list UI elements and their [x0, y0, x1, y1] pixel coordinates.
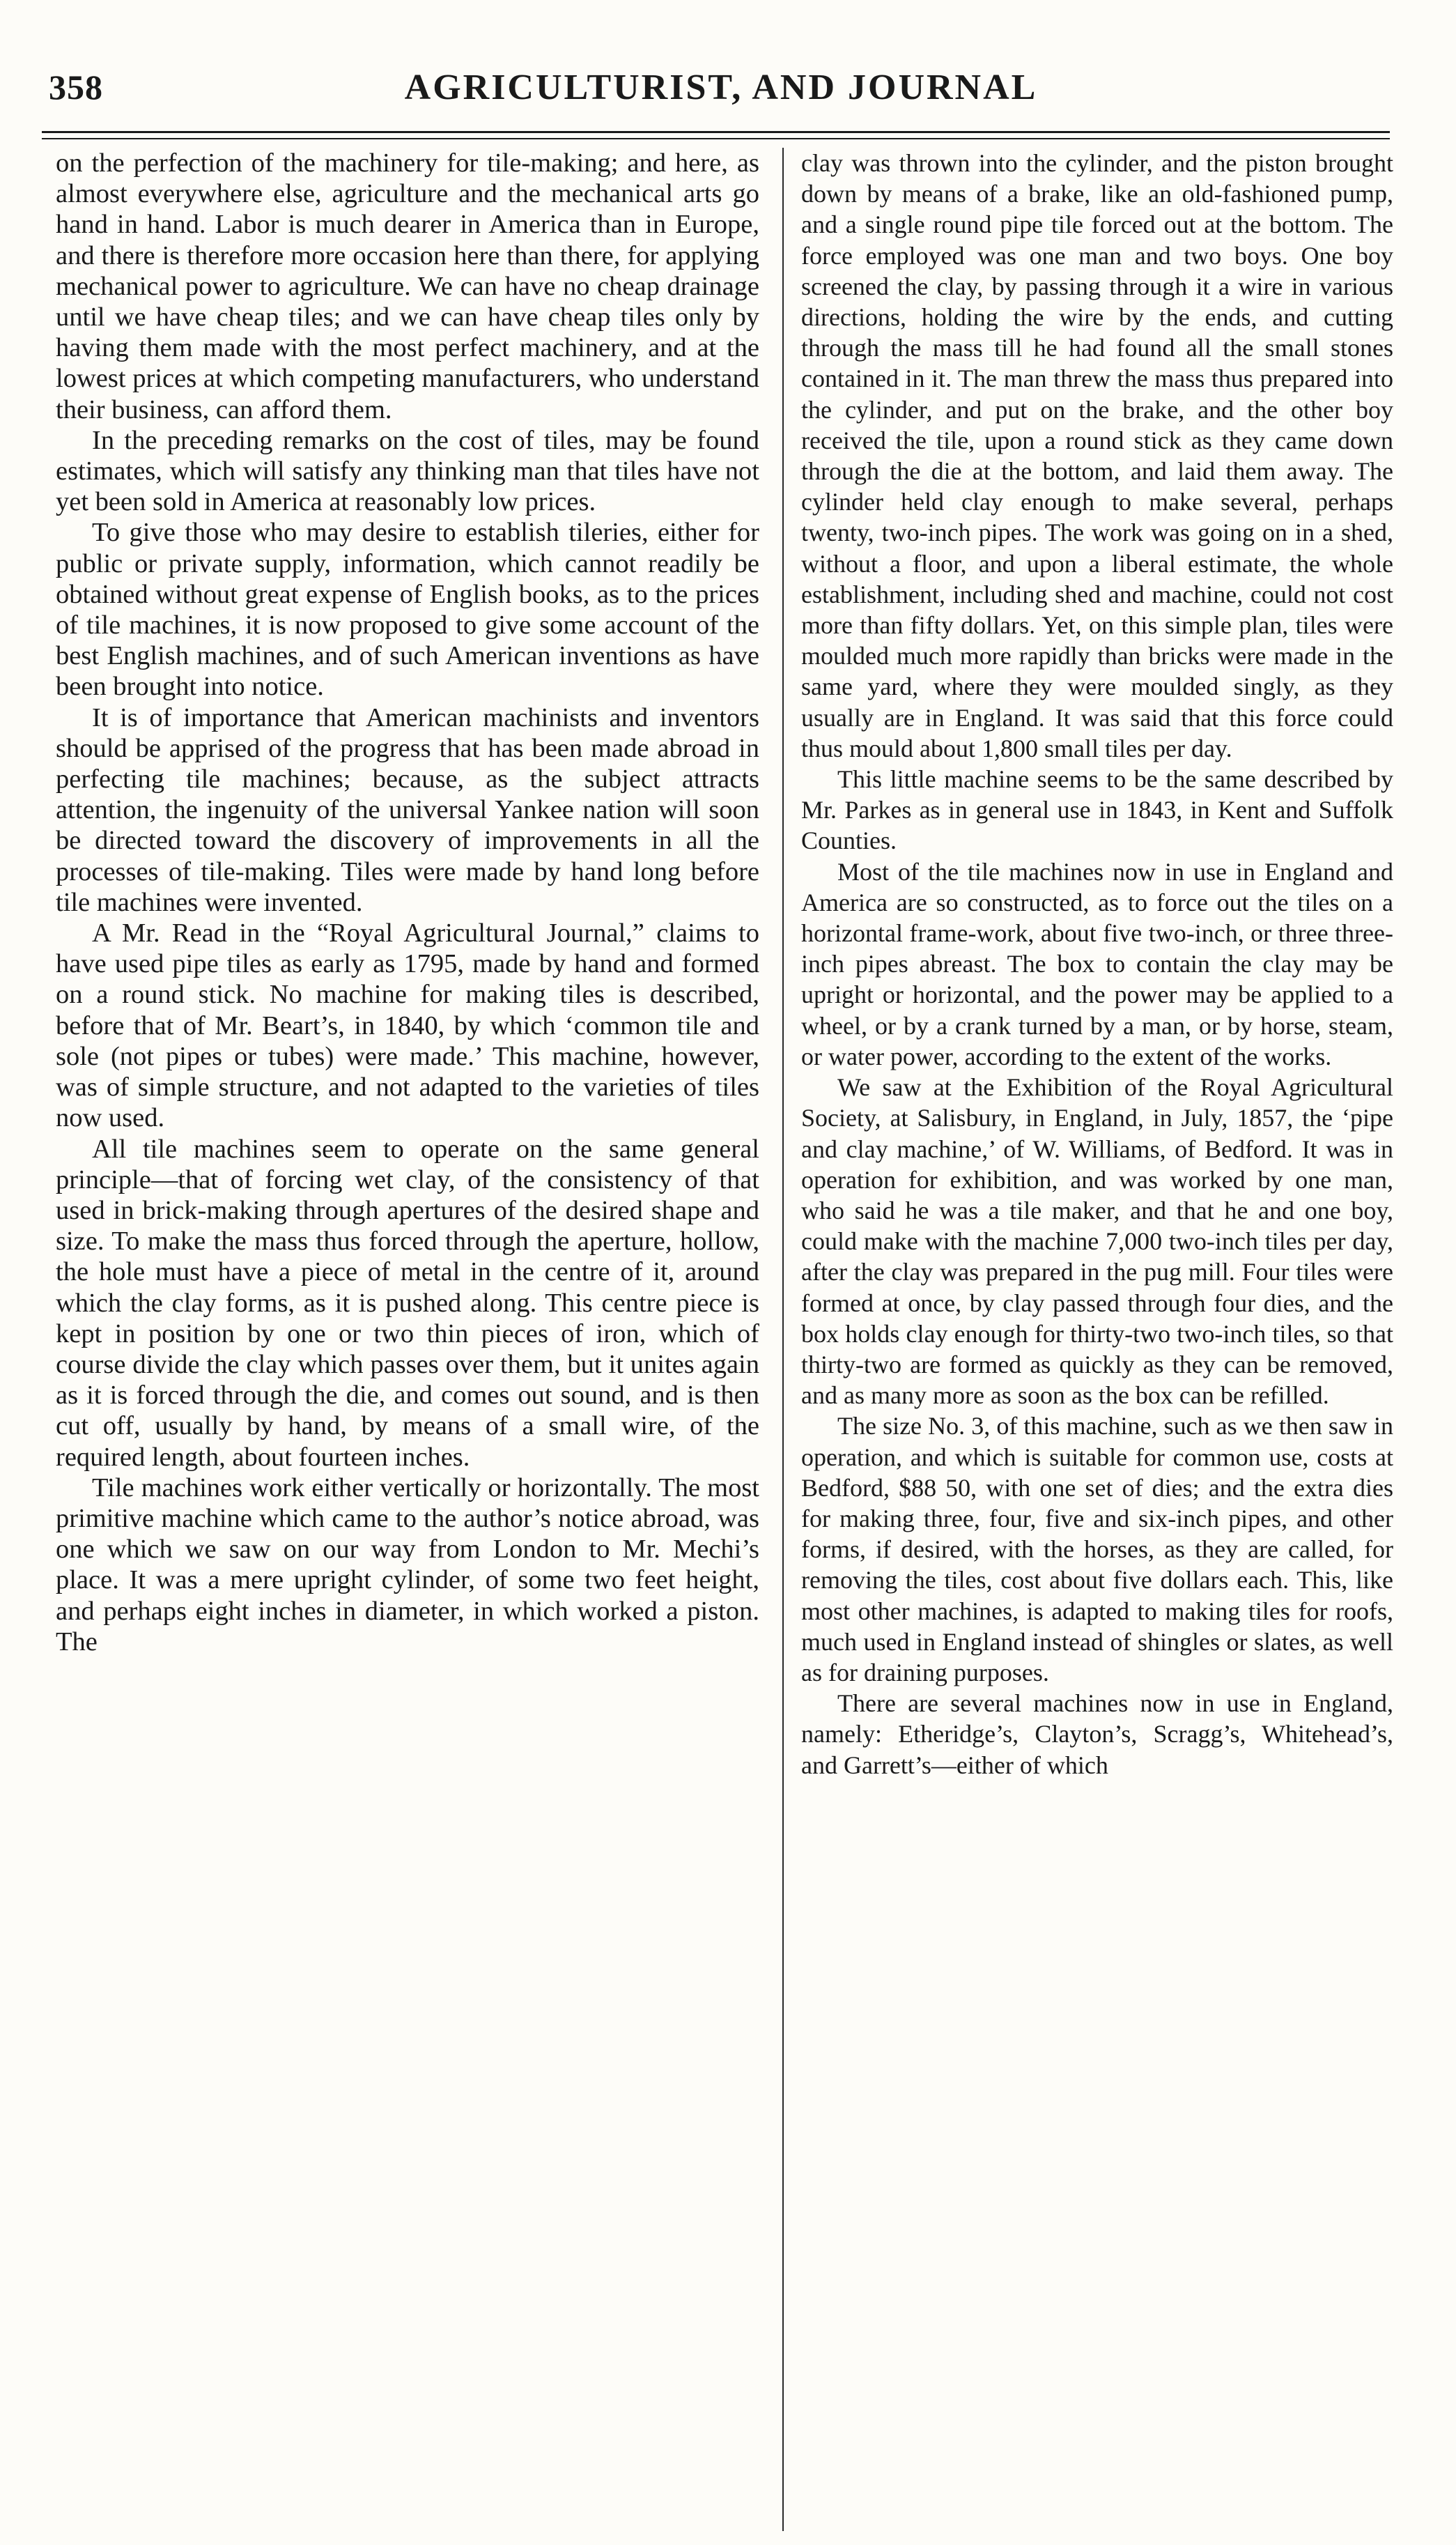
paragraph: clay was thrown into the cylinder, and the piston brought down by means of a brake, like an old-fashioned pump, and a single round pipe tile forced out at the bottom. The force employed was one man and two boys. One boy screened the clay, by passing through it a wire in various directions, holding the wire by the ends, and cutting through the mass till he had found all the small stones contained in it. The man threw the mass thus prepared into the cylinder, and put on the brake, and the other boy received the tile, upon a round stick as they came down through the die at the bottom, and laid them away. The cylinder held clay enough to make several, perhaps twenty, two-inch pipes. The work was going on in a shed, without a floor, and upon a liberal estimate, the whole establishment, including shed and machine, could not cost more than fifty dollars. Yet, on this simple plan, tiles were moulded much more rapidly than bricks were made in the same yard, where they were moulded singly, as they usually are in England. It was said that this force could thus mould about 1,800 small tiles per day. [801, 149, 1393, 762]
page-header [49, 67, 1393, 123]
paragraph: In the preceding remarks on the cost of tiles, may be found estimates, which will satisfy any thinking man that tiles have not yet been sold in America at reasonably low prices. [56, 425, 759, 517]
paragraph: Tile machines work either vertically or horizontally. The most primitive machine which came to the author’s notice abroad, was one which we saw on our way from London to Mr. Mechi’s place. It was a mere upright cylinder, of some two feet height, and perhaps eight inches in diameter, in which worked a piston. The [56, 1473, 759, 1656]
paragraph: It is of importance that American machinists and inventors should be apprised of the progress that has been made abroad in perfecting tile machines; because, as the subject attracts attention, the ingenuity of the universal Yankee nation will soon be directed toward the discovery of improvements in all the processes of tile-making. Tiles were made by hand long before tile machines were invented. [56, 702, 759, 917]
paragraph: The size No. 3, of this machine, such as we then saw in operation, and which is suitable for common use, costs at Bedford, $88 50, with one set of dies; and the extra dies for making three, four, five and six-inch pipes, and other forms, if desired, with the horses, as they are called, for removing the tiles, cost about five dollars each. This, like most other machines, is adapted to making tiles for roofs, much used in England instead of shingles or slates, as well as for draining purposes. [801, 1412, 1393, 1686]
column-divider [782, 148, 784, 2531]
header-rule [42, 131, 1390, 133]
header-rule-secondary [42, 138, 1390, 139]
running-title: AGRICULTURIST, AND JOURNAL [404, 68, 1038, 107]
right-column [801, 148, 1393, 2531]
paragraph: All tile machines seem to operate on the same general principle—that of forcing wet clay, of the consistency of that used in brick-making through apertures of the desired shape and size. To make the mass thus forced through the aperture, hollow, the hole must have a piece of metal in the centre of it, around which the clay forms, as it is pushed along. This centre piece is kept in position by one or two thin pieces of iron, which of course divide the clay which passes over them, but it unites again as it is forced through the die, and comes out sound, and is then cut off, usually by hand, by means of a small wire, of the required length, about fourteen inches. [56, 1134, 759, 1472]
paragraph: Most of the tile machines now in use in England and America are so constructed, as to force out the tiles on a horizontal frame-work, about five two-inch, or three three-inch pipes abreast. The box to contain the clay may be upright or horizontal, and the power may be applied to a wheel, or by a crank turned by a man, or by horse, steam, or water power, according to the extent of the works. [801, 857, 1393, 1070]
left-column [56, 148, 759, 2531]
paragraph: We saw at the Exhibition of the Royal Agricultural Society, at Salisbury, in England, in July, 1857, the ‘pipe and clay machine,’ of W. Williams, of Bedford. It was in operation for exhibition, and was worked by one man, who said he was a tile maker, and that he and one boy, could make with the machine 7,000 two-inch tiles per day, after the clay was prepared in the pug mill. Four tiles were formed at once, by clay passed through four dies, and the box holds clay enough for thirty-two two-inch tiles, so that thirty-two are formed as quickly as they can be removed, and as many more as soon as the box can be refilled. [801, 1073, 1393, 1410]
paragraph: To give those who may desire to establish tileries, either for public or private supply, information, which cannot readily be obtained without great expense of English books, as to the prices of tile machines, it is now proposed to give some account of the best English machines, and of such American inventions as have been brought into notice. [56, 518, 759, 702]
paragraph: This little machine seems to be the same described by Mr. Parkes as in general use in 1843, in Kent and Suffolk Counties. [801, 765, 1393, 855]
paragraph: on the perfection of the machinery for tile-making; and here, as almost everywhere else, agriculture and the mechanical arts go hand in hand. Labor is much dearer in America than in Europe, and there is therefore more occasion here than there, for applying mechanical power to agriculture. We can have no cheap drainage until we have cheap tiles; and we can have cheap tiles only by having them made with the most perfect machinery, and at the lowest prices at which competing manufacturers, who understand their business, can afford them. [56, 148, 759, 424]
page-number: 358 [49, 68, 103, 107]
paragraph: A Mr. Read in the “Royal Agricultural Journal,” claims to have used pipe tiles as early as 1795, made by hand and formed on a round stick. No machine for making tiles is described, before that of Mr. Beart’s, in 1840, by which ‘common tile and sole (not pipes or tubes) were made.’ This machine, however, was of simple structure, and not adapted to the varieties of tiles now used. [56, 918, 759, 1133]
paragraph: There are several machines now in use in England, namely: Etheridge’s, Clayton’s, Scragg’s, Whitehead’s, and Garrett’s—either of which [801, 1689, 1393, 1779]
